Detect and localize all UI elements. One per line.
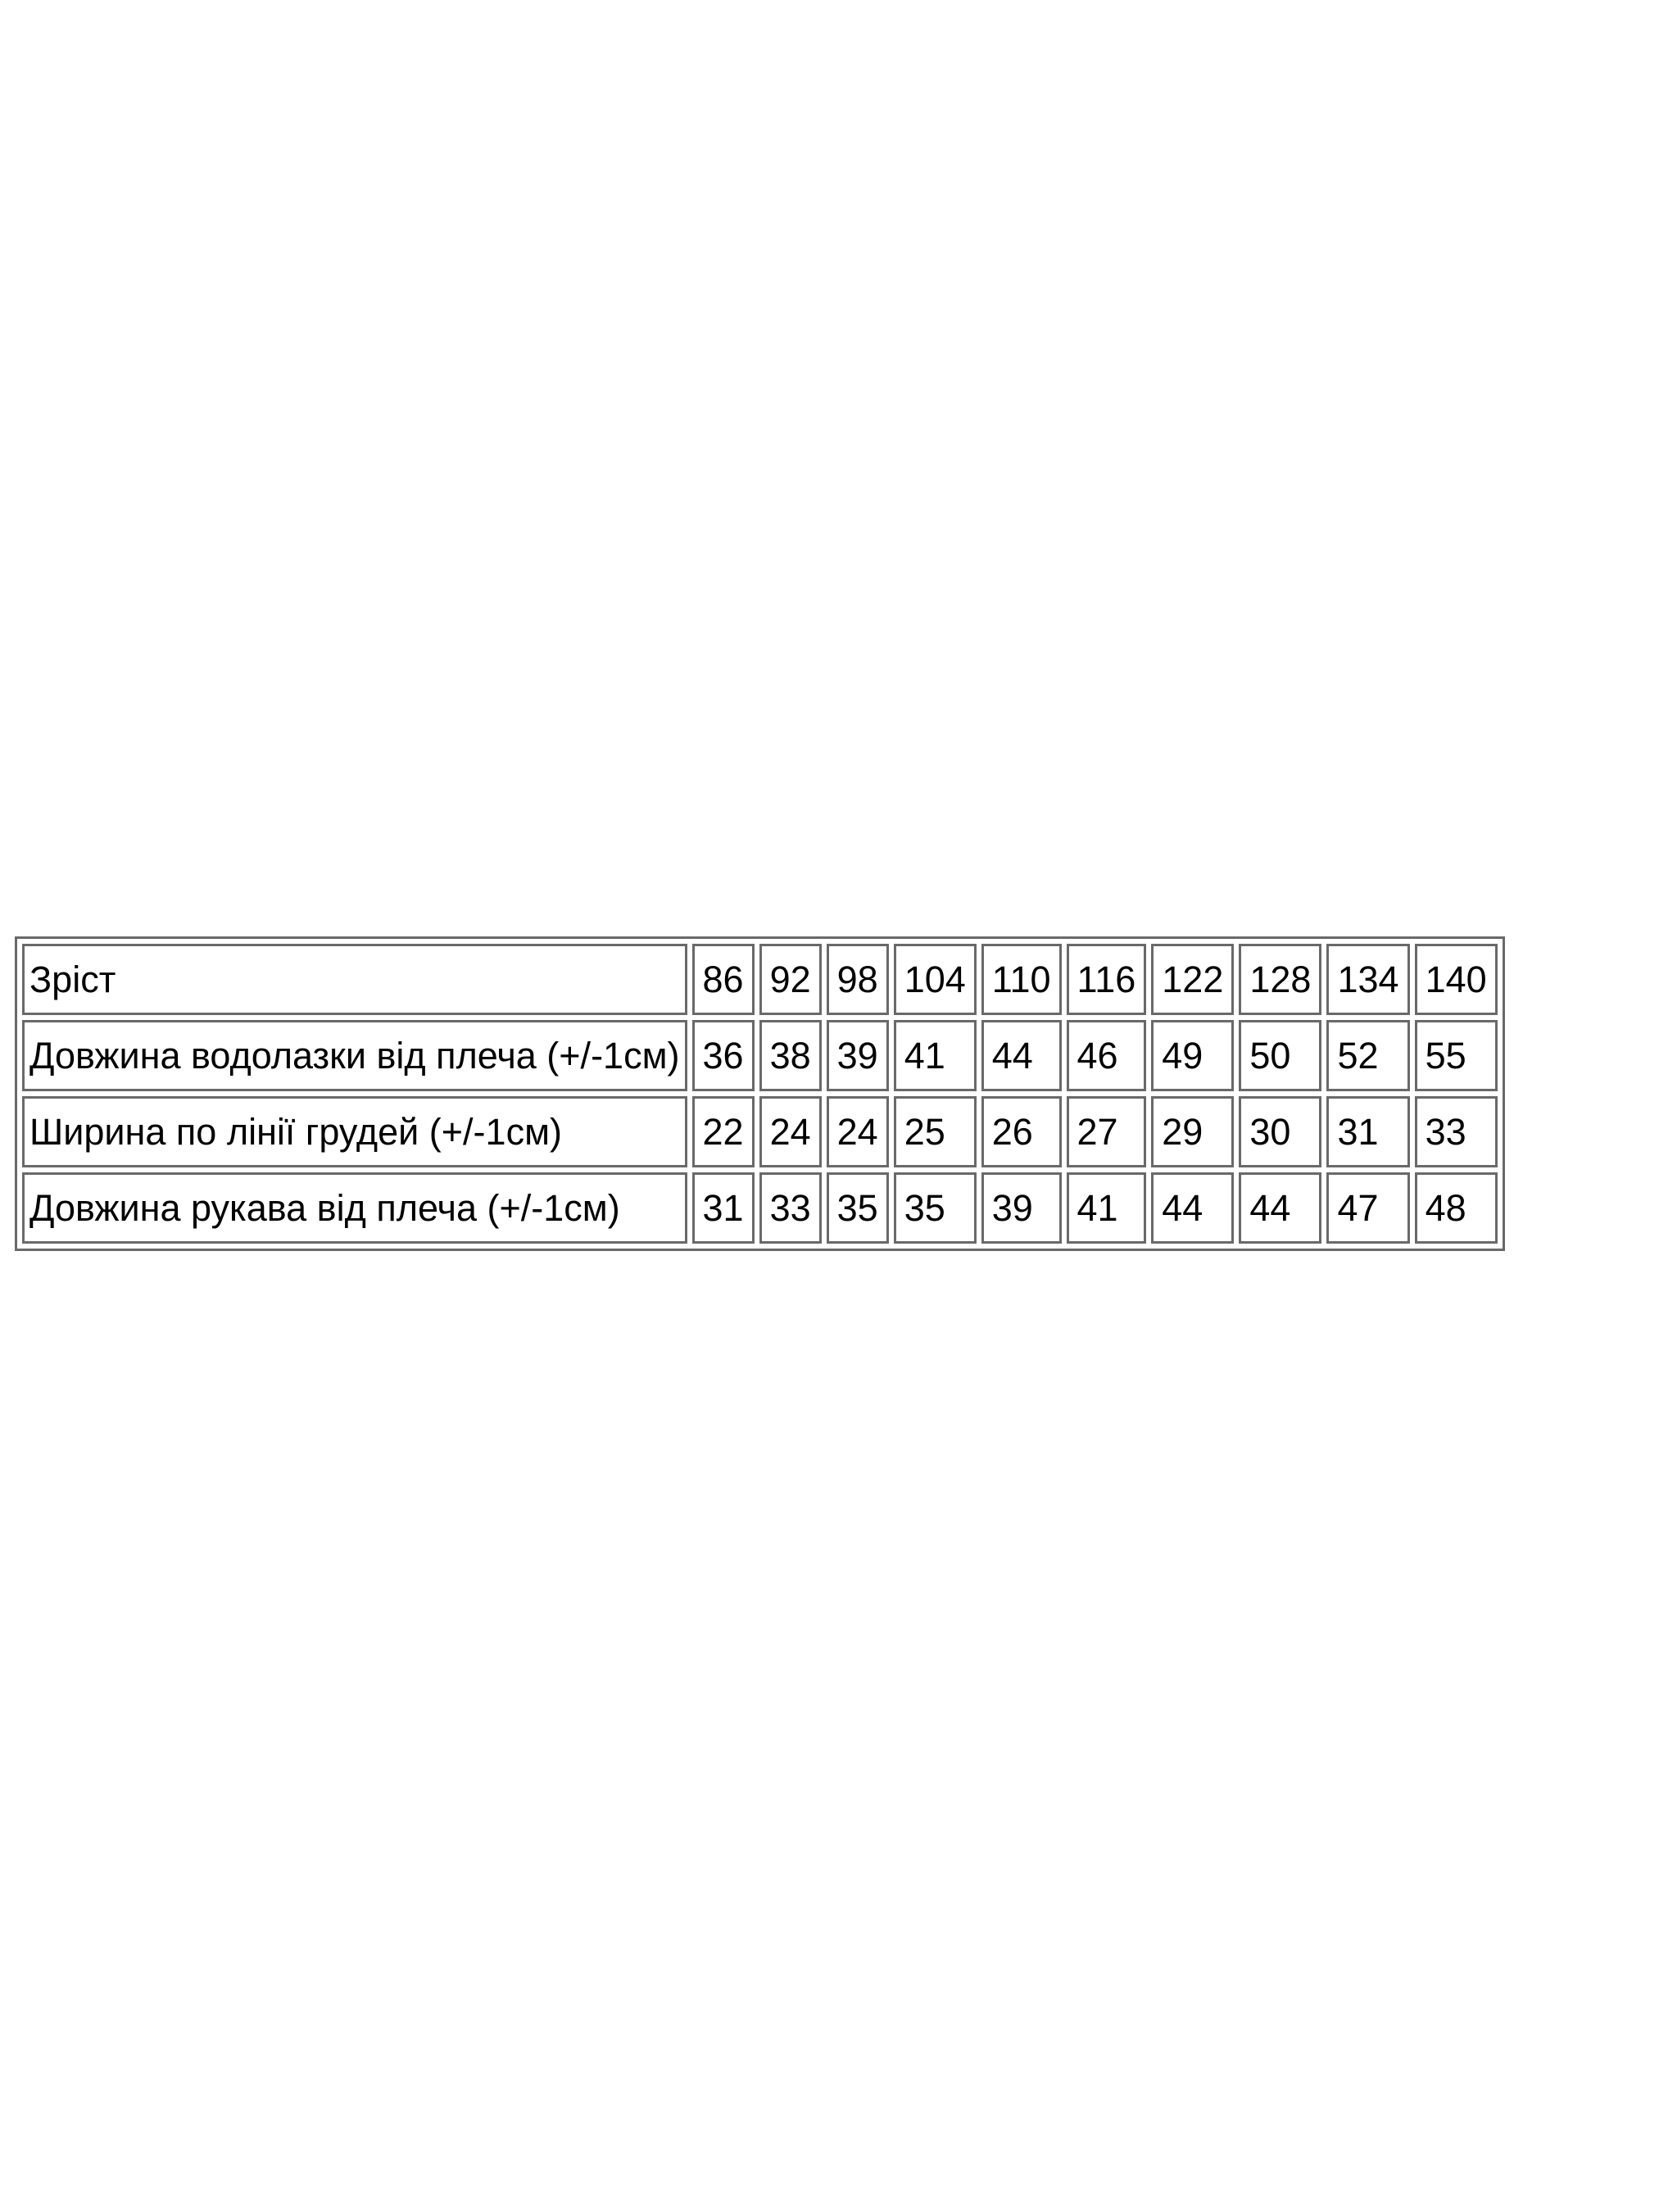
value-cell: 47 (1326, 1172, 1409, 1244)
value-cell: 46 (1067, 1020, 1147, 1091)
value-cell: 25 (894, 1096, 977, 1167)
value-cell: 98 (827, 944, 889, 1015)
value-cell: 41 (1067, 1172, 1147, 1244)
value-cell: 140 (1415, 944, 1498, 1015)
value-cell: 26 (981, 1096, 1062, 1167)
value-cell: 128 (1239, 944, 1321, 1015)
table-row (22, 944, 1498, 1015)
value-cell: 134 (1326, 944, 1409, 1015)
value-cell: 44 (1239, 1172, 1321, 1244)
value-cell: 33 (759, 1172, 822, 1244)
value-cell: 116 (1067, 944, 1147, 1015)
value-cell: 38 (759, 1020, 822, 1091)
row-label-cell: Довжина рукава від плеча (+/-1см) (22, 1172, 687, 1244)
value-cell: 29 (1151, 1096, 1234, 1167)
value-cell: 104 (894, 944, 977, 1015)
size-table-body (22, 944, 1498, 1244)
value-cell: 92 (759, 944, 822, 1015)
value-cell: 36 (692, 1020, 755, 1091)
value-cell: 24 (759, 1096, 822, 1167)
value-cell: 122 (1151, 944, 1234, 1015)
row-label-cell: Довжина водолазки від плеча (+/-1см) (22, 1020, 687, 1091)
value-cell: 49 (1151, 1020, 1234, 1091)
table-row (22, 1172, 1498, 1244)
value-cell: 33 (1415, 1096, 1498, 1167)
value-cell: 50 (1239, 1020, 1321, 1091)
value-cell: 31 (1326, 1096, 1409, 1167)
value-cell: 24 (827, 1096, 889, 1167)
value-cell: 39 (981, 1172, 1062, 1244)
row-label-cell: Зріст (22, 944, 687, 1015)
value-cell: 22 (692, 1096, 755, 1167)
size-table (15, 936, 1505, 1251)
value-cell: 86 (692, 944, 755, 1015)
value-cell: 110 (981, 944, 1062, 1015)
value-cell: 39 (827, 1020, 889, 1091)
value-cell: 52 (1326, 1020, 1409, 1091)
value-cell: 44 (981, 1020, 1062, 1091)
value-cell: 31 (692, 1172, 755, 1244)
table-row (22, 1020, 1498, 1091)
table-row (22, 1096, 1498, 1167)
value-cell: 30 (1239, 1096, 1321, 1167)
row-label-cell: Ширина по лінії грудей (+/-1см) (22, 1096, 687, 1167)
value-cell: 35 (894, 1172, 977, 1244)
value-cell: 35 (827, 1172, 889, 1244)
value-cell: 55 (1415, 1020, 1498, 1091)
value-cell: 41 (894, 1020, 977, 1091)
value-cell: 48 (1415, 1172, 1498, 1244)
value-cell: 27 (1067, 1096, 1147, 1167)
value-cell: 44 (1151, 1172, 1234, 1244)
